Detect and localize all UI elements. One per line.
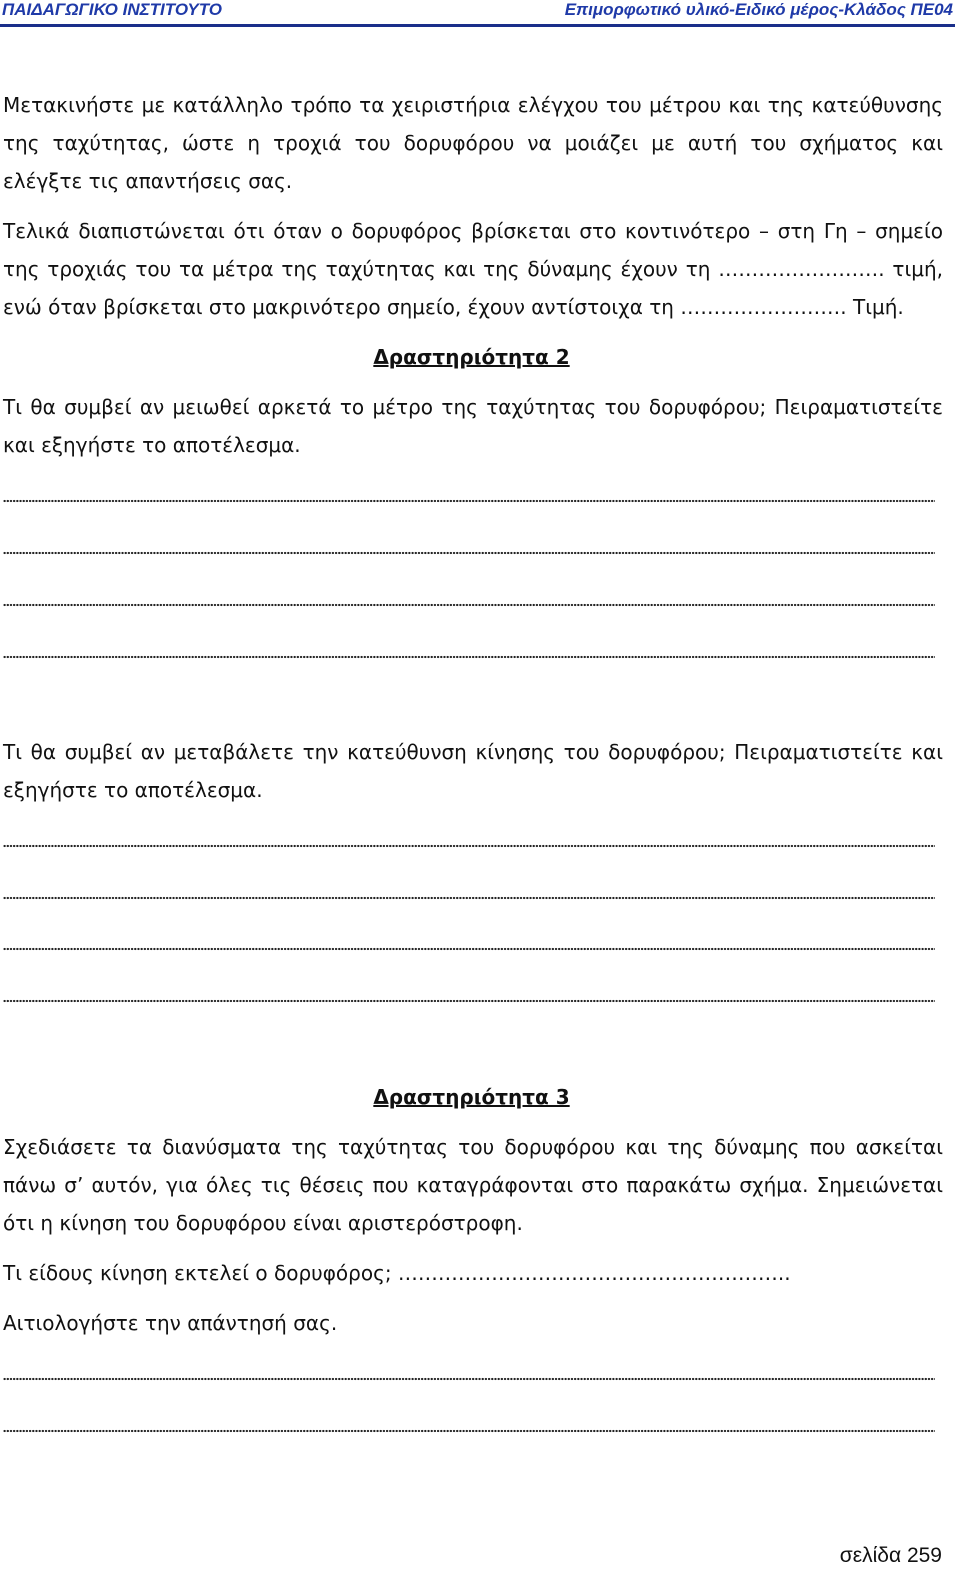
answer-line[interactable]	[3, 603, 935, 607]
intro-line: Μετακινήστε με κατάλληλο τρόπο τα χειριστήρια ελέγχου του μέτρου και της κατεύθυνσης	[3, 93, 943, 117]
conclusion-line: Τελικά διαπιστώνεται ότι όταν ο δορυφόρος βρίσκεται στο κοντινότερο – στη Γη – σημείο	[3, 219, 943, 243]
answer-line[interactable]	[3, 1377, 935, 1381]
answer-line[interactable]	[3, 551, 935, 555]
activity-2-heading: Δραστηριότητα 2	[373, 345, 570, 369]
activity-3-question: Τι είδους κίνηση εκτελεί ο δορυφόρος; …………………………………………………..	[3, 1261, 791, 1285]
answer-line[interactable]	[3, 999, 935, 1003]
page-header	[0, 0, 955, 27]
answer-line[interactable]	[3, 499, 935, 503]
answer-line[interactable]	[3, 655, 935, 659]
activity-2-question-2-line: εξηγήστε το αποτέλεσμα.	[3, 778, 263, 802]
answer-line[interactable]	[3, 947, 935, 951]
answer-line[interactable]	[3, 1429, 935, 1433]
activity-3-instruction-line: Σχεδιάσετε τα διανύσματα της ταχύτητας του δορυφόρου και της δύναμης που ασκείται	[3, 1135, 943, 1159]
header-institute: ΠΑΙΔΑΓΩΓΙΚΟ ΙΝΣΤΙΤΟΥΤΟ	[2, 0, 223, 19]
activity-2-question-2-line: Τι θα συμβεί αν μεταβάλετε την κατεύθυνση κίνησης του δορυφόρου; Πειραματιστείτε και	[3, 740, 943, 764]
conclusion-line: της τροχιάς του τα μέτρα της ταχύτητας και της δύναμης έχουν τη ……………………. τιμή,	[3, 257, 943, 281]
answer-line[interactable]	[3, 896, 935, 900]
header-material-title: Επιμορφωτικό υλικό-Ειδικό μέρος-Κλάδος ΠΕ04	[564, 0, 953, 19]
activity-2-question-1-line: και εξηγήστε το αποτέλεσμα.	[3, 433, 301, 457]
activity-2-question-1-line: Τι θα συμβεί αν μειωθεί αρκετά το μέτρο της ταχύτητας του δορυφόρου; Πειραματιστείτε	[3, 395, 943, 419]
activity-3-instruction-line: πάνω σ’ αυτόν, για όλες τις θέσεις που καταγράφονται στο παρακάτω σχήμα. Σημειώνεται	[3, 1173, 943, 1197]
intro-line: ελέγξτε τις απαντήσεις σας.	[3, 169, 293, 193]
intro-line: της ταχύτητας, ώστε η τροχιά του δορυφόρου να μοιάζει με αυτή του σχήματος και	[3, 131, 943, 155]
answer-line[interactable]	[3, 844, 935, 848]
activity-3-justify-prompt: Αιτιολογήστε την απάντησή σας.	[3, 1311, 338, 1335]
activity-3-heading: Δραστηριότητα 3	[373, 1085, 570, 1109]
conclusion-line: ενώ όταν βρίσκεται στο μακρινότερο σημείο, έχουν αντίστοιχα τη ……………………. Τιμή.	[3, 295, 904, 319]
activity-3-instruction-line: ότι η κίνηση του δορυφόρου είναι αριστερόστροφη.	[3, 1211, 523, 1235]
page-number: σελίδα 259	[839, 1544, 942, 1567]
